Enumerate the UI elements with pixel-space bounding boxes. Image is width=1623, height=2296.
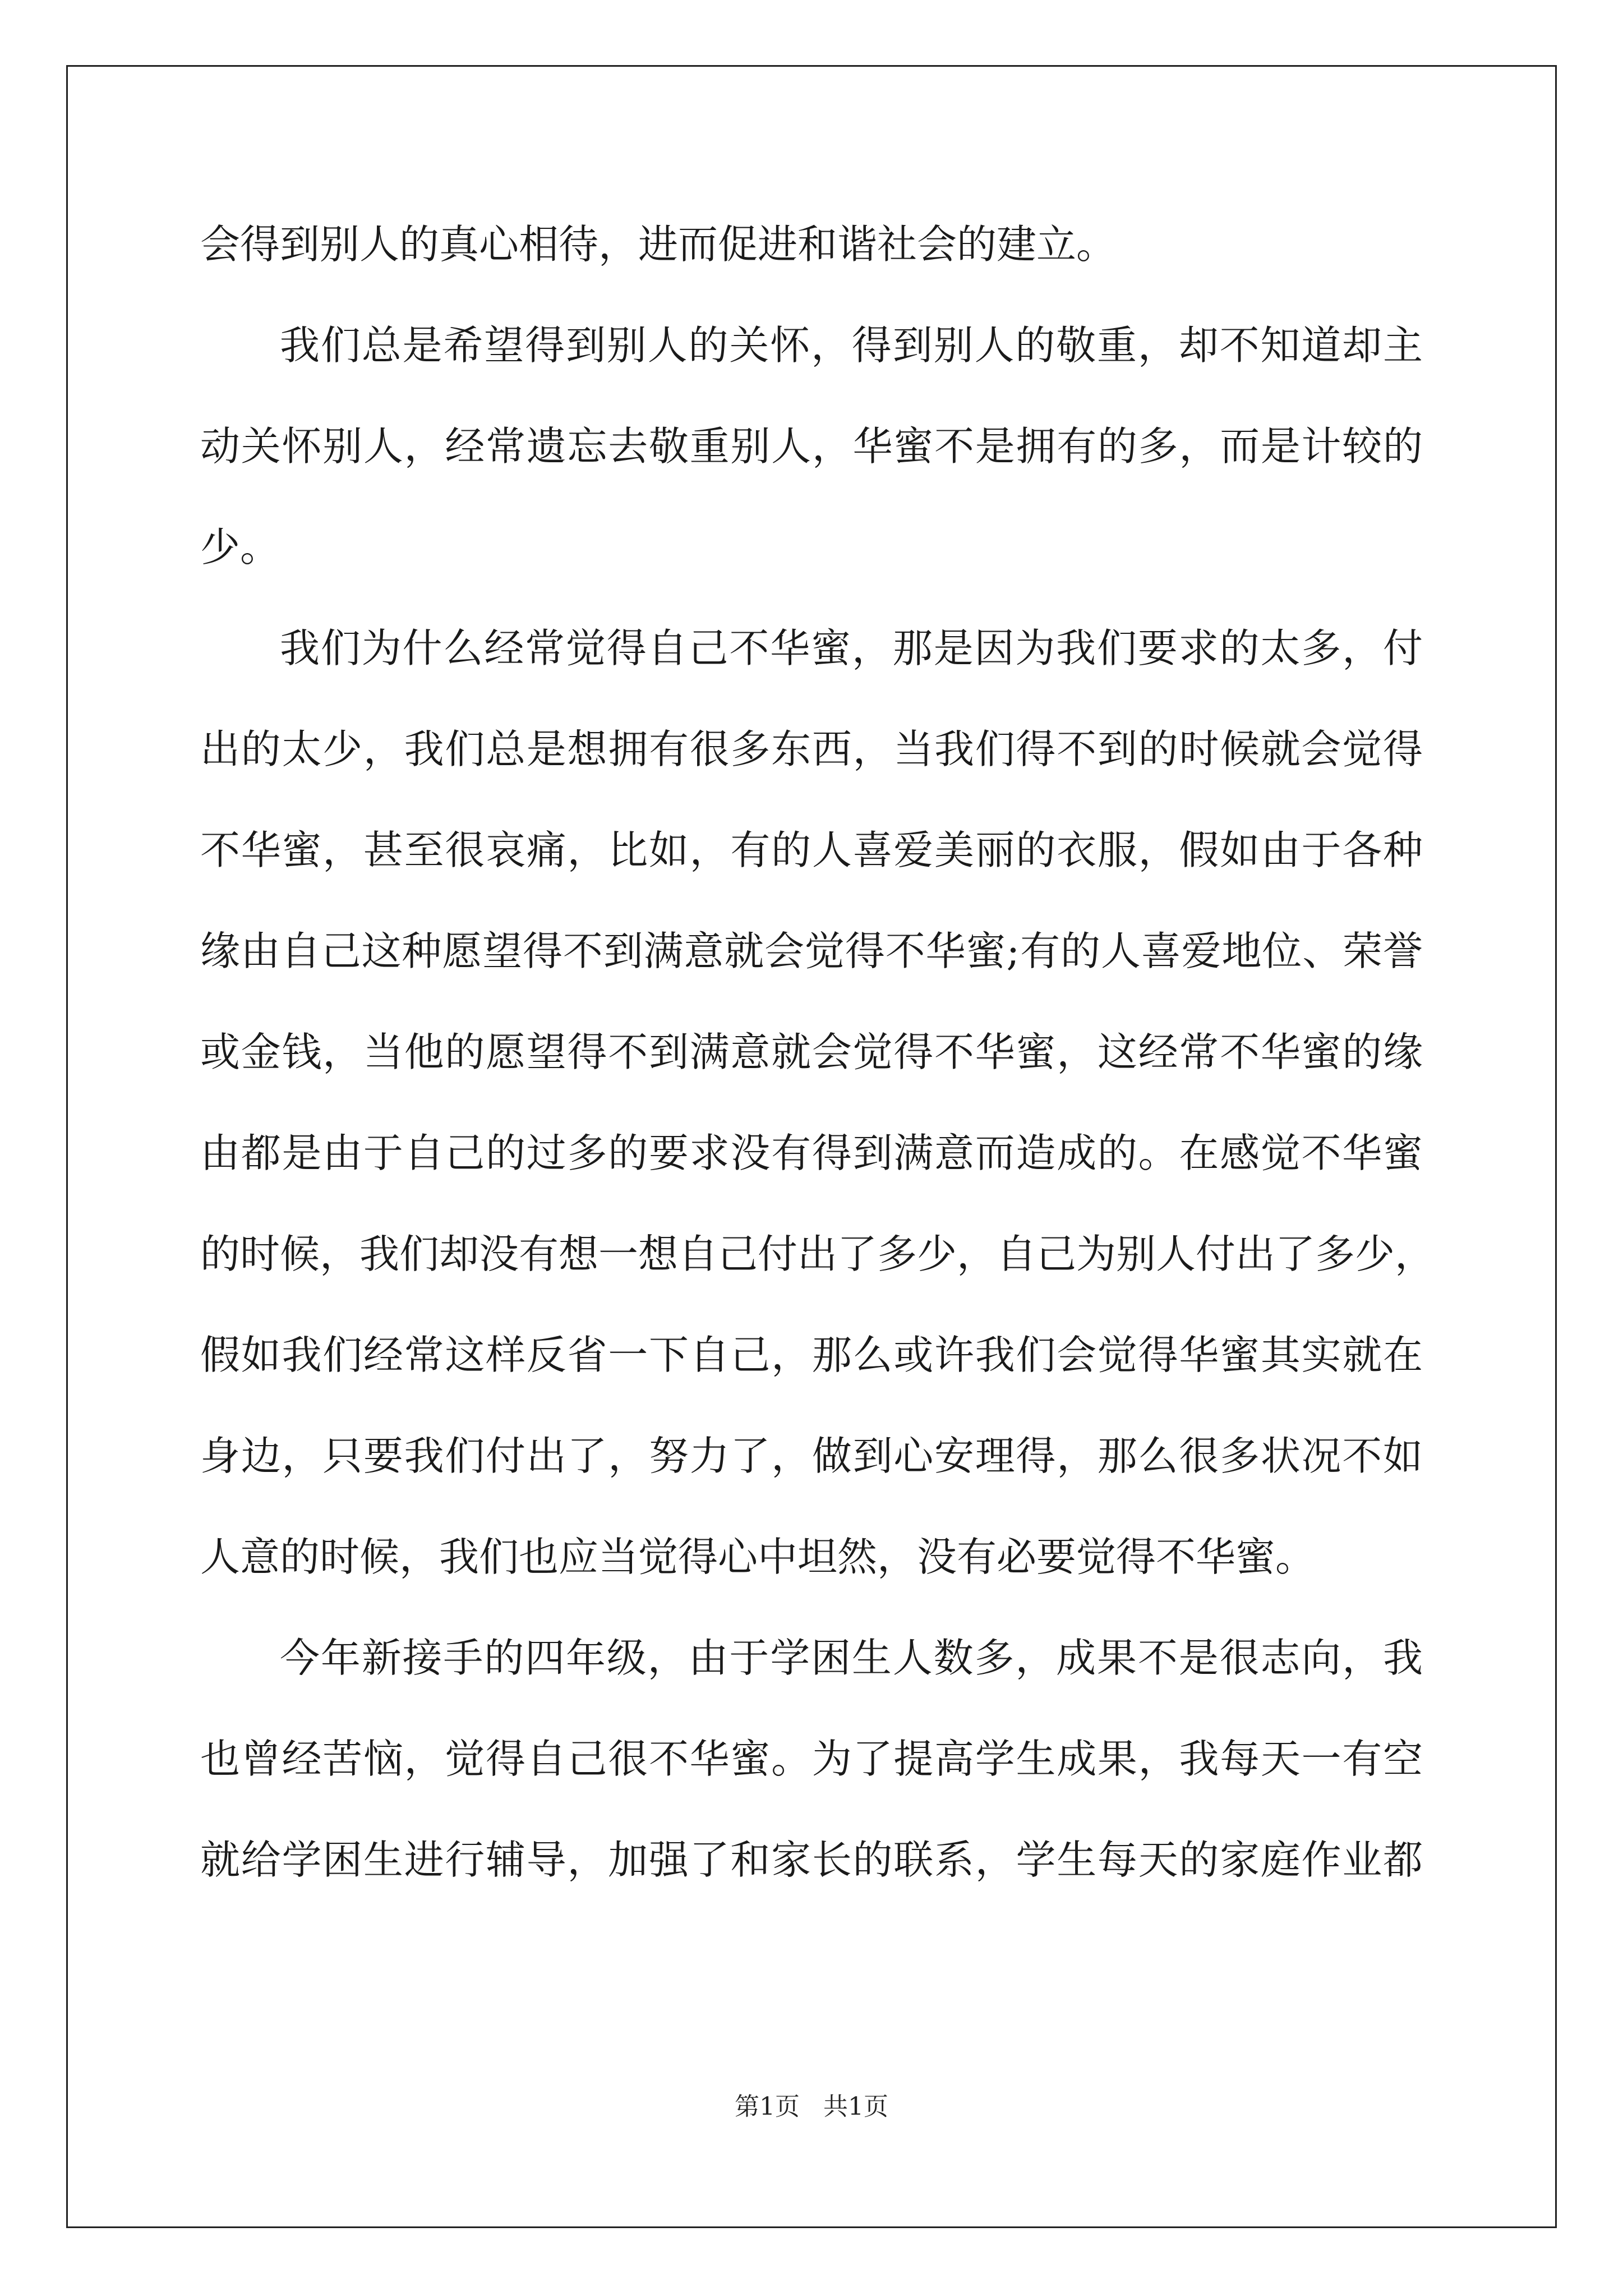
text-line: 身边，只要我们付出了，努力了，做到心安理得，那么很多状况不如 — [200, 1433, 1423, 1479]
text-line: 人意的时候，我们也应当觉得心中坦然，没有必要觉得不华蜜。 — [200, 1534, 1316, 1580]
text-line: 就给学困生进行辅导，加强了和家长的联系，学生每天的家庭作业都 — [200, 1837, 1423, 1883]
text-line: 的时候，我们却没有想一想自己付出了多少，自己为别人付出了多少， — [200, 1231, 1435, 1277]
text-line: 假如我们经常这样反省一下自己，那么或许我们会觉得华蜜其实就在 — [200, 1332, 1423, 1378]
page-footer — [0, 2090, 1623, 2124]
paragraph-first-line: 我们为什么经常觉得自己不华蜜，那是因为我们要求的太多，付 — [280, 625, 1423, 671]
page-total: 共1页 — [823, 2092, 888, 2121]
paragraph-first-line: 我们总是希望得到别人的关怀，得到别人的敬重，却不知道却主 — [280, 322, 1423, 369]
page-number: 第1页 — [735, 2092, 800, 2121]
text-line: 出的太少，我们总是想拥有很多东西，当我们得不到的时候就会觉得 — [200, 726, 1423, 772]
text-line: 动关怀别人，经常遗忘去敬重别人，华蜜不是拥有的多，而是计较的 — [200, 423, 1423, 470]
text-line: 由都是由于自己的过多的要求没有得到满意而造成的。在感觉不华蜜 — [200, 1130, 1423, 1176]
text-line: 也曾经苦恼，觉得自己很不华蜜。为了提高学生成果，我每天一有空 — [200, 1736, 1423, 1782]
text-line: 少。 — [200, 524, 280, 570]
text-line: 缘由自己这种愿望得不到满意就会觉得不华蜜;有的人喜爱地位、荣誉 — [200, 928, 1423, 974]
text-line: 不华蜜，甚至很哀痛，比如，有的人喜爱美丽的衣服，假如由于各种 — [200, 827, 1423, 873]
text-line: 会得到别人的真心相待，进而促进和谐社会的建立。 — [200, 221, 1117, 268]
paragraph-first-line: 今年新接手的四年级，由于学困生人数多，成果不是很志向，我 — [280, 1635, 1423, 1681]
text-line: 或金钱，当他的愿望得不到满意就会觉得不华蜜，这经常不华蜜的缘 — [200, 1029, 1423, 1075]
